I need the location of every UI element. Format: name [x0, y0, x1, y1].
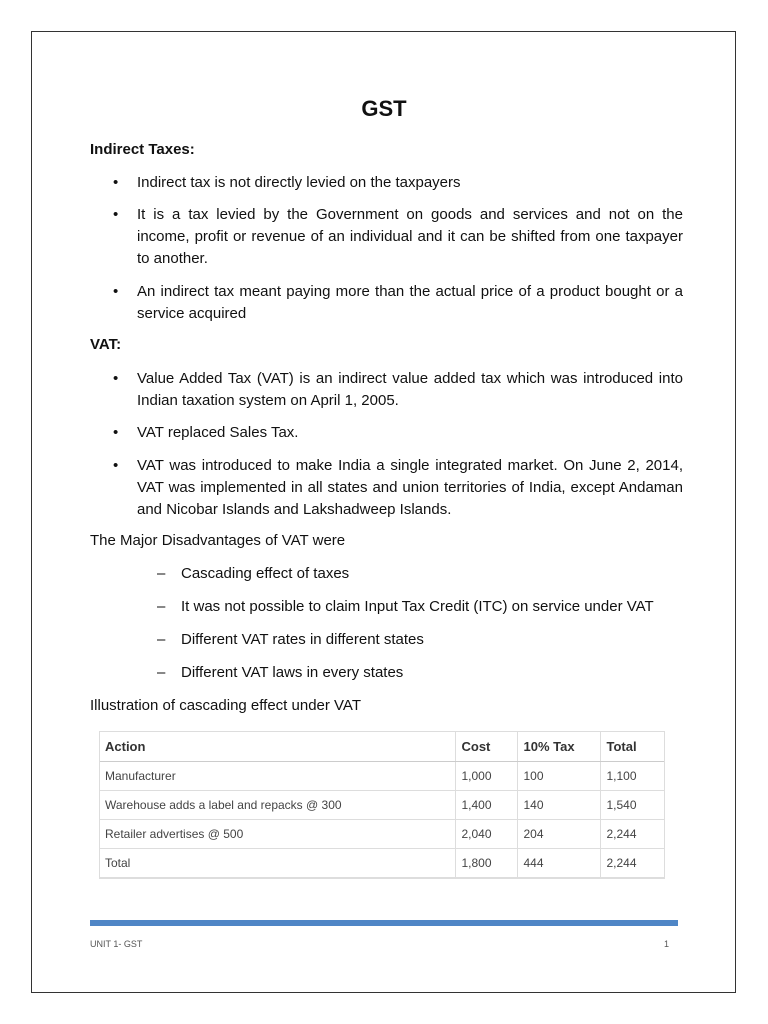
page-title: GST	[361, 96, 407, 121]
indirect-taxes-heading: Indirect Taxes:	[90, 141, 195, 158]
dash-icon: –	[157, 598, 166, 615]
table-header-row	[99, 731, 665, 762]
footer-bar	[90, 920, 678, 926]
footer-label: UNIT 1- GST	[90, 939, 143, 949]
table-cell: 1,800	[455, 849, 517, 878]
table-cell: 140	[517, 791, 600, 820]
cascading-tax-table	[99, 731, 665, 878]
bullet-dot-icon: •	[113, 370, 119, 387]
vat-bullet-2: • VAT replaced Sales Tax.	[113, 422, 683, 444]
dash-icon: –	[157, 631, 166, 648]
table-header-cell: 10% Tax	[517, 731, 600, 762]
indirect-bullet-2: • It is a tax levied by the Government on goods and services and not on the income, profit or revenue of an individual and it can be shifted from one taxpayer to another.	[113, 206, 683, 267]
table-header-cell: Total	[600, 731, 665, 762]
disadvantage-item-1: – Cascading effect of taxes	[157, 565, 350, 582]
table-row	[99, 791, 665, 820]
vat-heading: VAT:	[90, 336, 122, 353]
table-cell: Warehouse adds a label and repacks @ 300	[99, 791, 455, 820]
vat-bullet-3: • VAT was introduced to make India a single integrated market. On June 2, 2014, VAT was implemented in all states and union territories of India, except Andaman and Nicobar Islands and Lakshadweep Islands.	[113, 457, 683, 518]
bullet-dot-icon: •	[113, 424, 119, 441]
table-cell: 1,000	[455, 762, 517, 791]
table-cell: 444	[517, 849, 600, 878]
table-cell: 1,400	[455, 791, 517, 820]
table-row	[99, 762, 665, 791]
page-number: 1	[664, 939, 670, 949]
table-cell: Retailer advertises @ 500	[99, 820, 455, 849]
bullet-dot-icon: •	[113, 206, 119, 223]
bullet-dot-icon: •	[113, 283, 119, 300]
bullet-dot-icon: •	[113, 457, 119, 474]
table-cell: Total	[99, 849, 455, 878]
disadvantage-item-4: – Different VAT laws in every states	[157, 664, 404, 681]
table-cell: Manufacturer	[99, 762, 455, 791]
table-row	[99, 820, 665, 849]
table-header-cell: Cost	[455, 731, 517, 762]
disadvantages-heading: The Major Disadvantages of VAT were	[90, 532, 346, 549]
table-cell: 1,100	[600, 762, 665, 791]
bullet-dot-icon: •	[113, 174, 119, 191]
illustration-heading: Illustration of cascading effect under VAT	[90, 697, 361, 714]
vat-bullet-1: • Value Added Tax (VAT) is an indirect value added tax which was introduced into Indian taxation system on April 1, 2005.	[113, 370, 683, 409]
dash-icon: –	[157, 565, 166, 582]
table-cell: 2,244	[600, 820, 665, 849]
table-cell: 2,040	[455, 820, 517, 849]
table-cell: 100	[517, 762, 600, 791]
table-cell: 2,244	[600, 849, 665, 878]
disadvantage-item-3: – Different VAT rates in different states	[157, 631, 424, 648]
disadvantage-item-2: – It was not possible to claim Input Tax Credit (ITC) on service under VAT	[157, 598, 654, 615]
dash-icon: –	[157, 664, 166, 681]
table-row	[99, 849, 665, 878]
table-cell: 204	[517, 820, 600, 849]
table-cell: 1,540	[600, 791, 665, 820]
table-header-cell: Action	[99, 731, 455, 762]
indirect-bullet-3: • An indirect tax meant paying more than the actual price of a product bought or a service acquired	[113, 283, 683, 322]
indirect-bullet-1: • Indirect tax is not directly levied on the taxpayers	[113, 172, 683, 194]
